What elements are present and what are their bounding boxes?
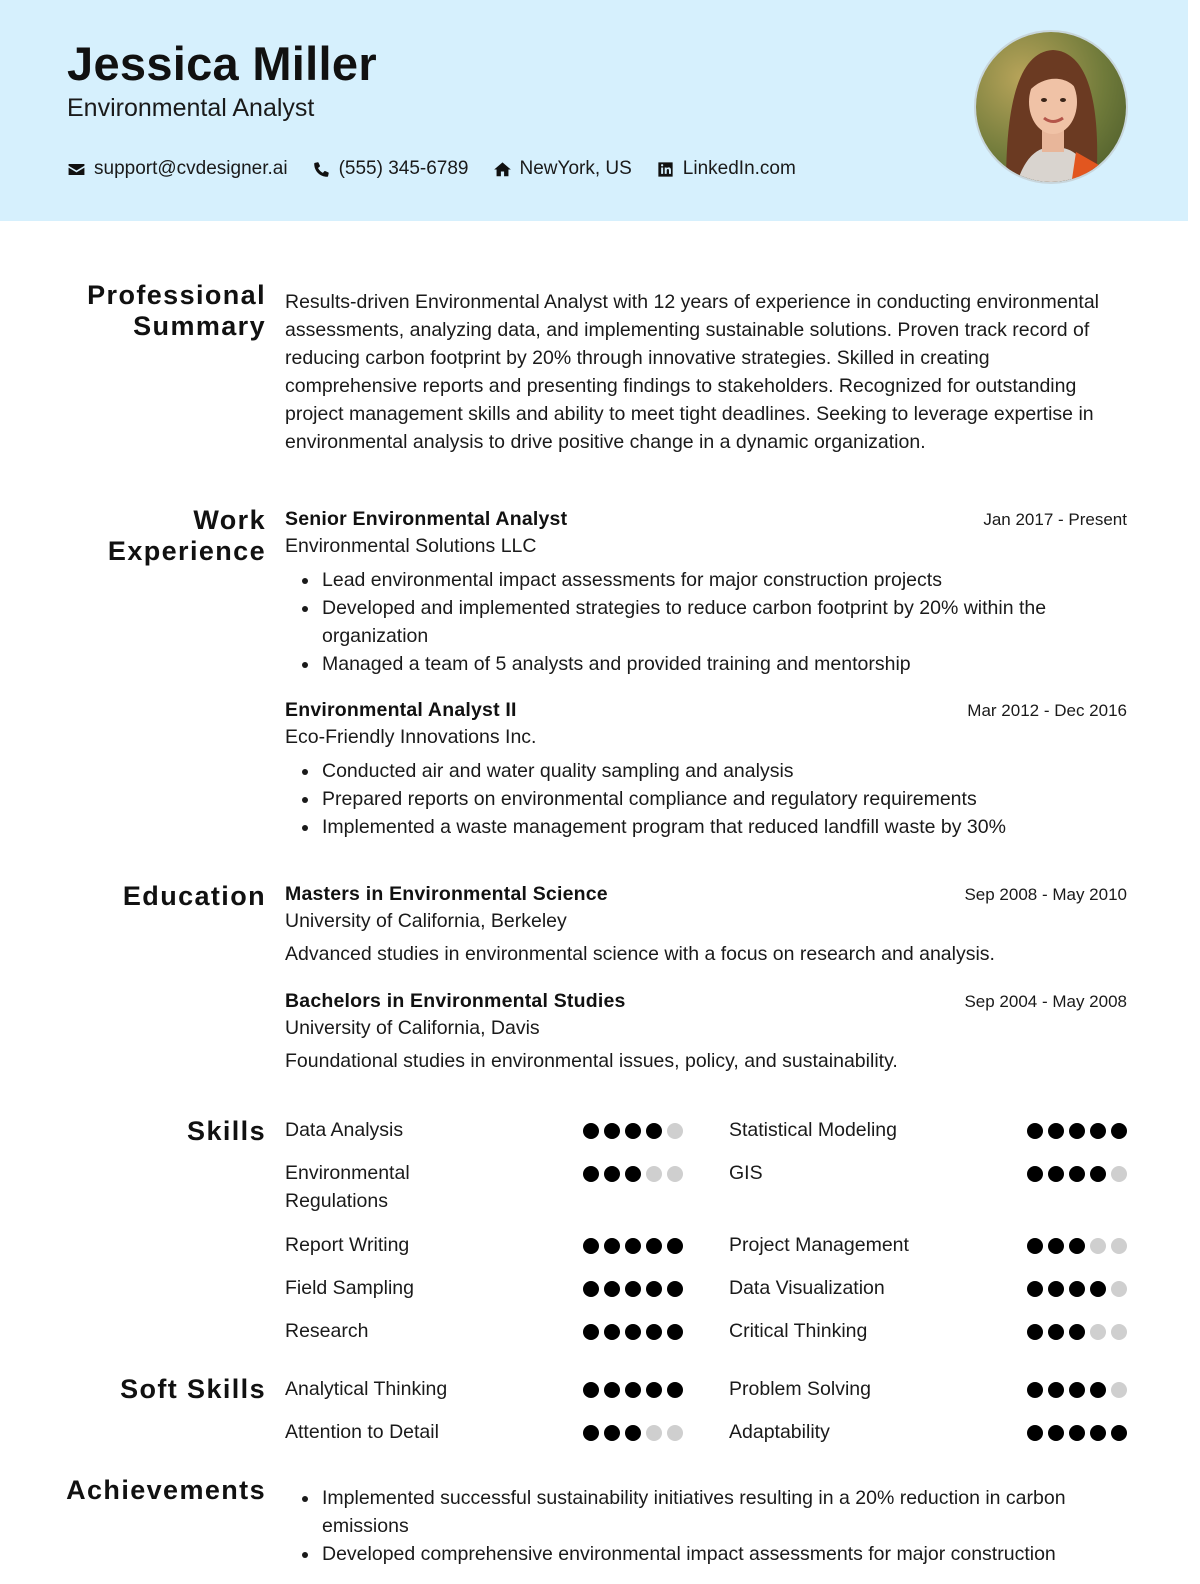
linkedin-text: LinkedIn.com	[682, 158, 796, 179]
contact-row	[67, 158, 820, 180]
candidate-title: Environmental Analyst	[67, 94, 315, 122]
list-item: Developed comprehensive environmental impact assessments for major construction	[285, 1540, 1127, 1568]
rating-dot-filled	[1069, 1425, 1085, 1441]
rating-dot-filled	[604, 1238, 620, 1254]
skill-rating	[1027, 1425, 1132, 1441]
job-bullets	[285, 757, 1127, 841]
rating-dot-filled	[1069, 1281, 1085, 1297]
rating-dot-empty	[1090, 1238, 1106, 1254]
education-description: Advanced studies in environmental science with a focus on research and analysis.	[285, 943, 995, 965]
rating-dot-filled	[625, 1281, 641, 1297]
rating-dot-empty	[667, 1425, 683, 1441]
skill-name: Data Visualization	[729, 1277, 885, 1299]
contact-linkedin[interactable]	[656, 158, 796, 180]
rating-dot-filled	[1090, 1166, 1106, 1182]
education-date: Sep 2008 - May 2010	[964, 885, 1127, 904]
rating-dot-empty	[1111, 1382, 1127, 1398]
section-title-work: Work Experience	[107, 505, 266, 566]
list-item: Prepared reports on environmental compliance and regulatory requirements	[285, 785, 1127, 813]
skill-rating	[583, 1238, 688, 1254]
education-description: Foundational studies in environmental issues, policy, and sustainability.	[285, 1050, 898, 1072]
section-title-education: Education	[122, 881, 266, 911]
rating-dot-filled	[1090, 1382, 1106, 1398]
contact-phone[interactable]	[312, 158, 469, 180]
rating-dot-filled	[1048, 1281, 1064, 1297]
skill-rating	[1027, 1382, 1132, 1398]
candidate-name: Jessica Miller	[67, 37, 377, 90]
profile-photo	[974, 30, 1128, 184]
skill-rating	[583, 1425, 688, 1441]
rating-dot-filled	[625, 1382, 641, 1398]
list-item: Implemented a waste management program that reduced landfill waste by 30%	[285, 813, 1127, 841]
rating-dot-filled	[667, 1324, 683, 1340]
job-date: Mar 2012 - Dec 2016	[967, 701, 1127, 720]
rating-dot-filled	[667, 1281, 683, 1297]
degree-title: Masters in Environmental Science	[285, 883, 608, 905]
skill-name: Data Analysis	[285, 1119, 404, 1141]
contact-location	[493, 158, 632, 180]
rating-dot-filled	[1048, 1123, 1064, 1139]
rating-dot-filled	[583, 1382, 599, 1398]
skill-rating	[583, 1123, 688, 1139]
skill-name: Attention to Detail	[285, 1421, 439, 1443]
job-date: Jan 2017 - Present	[983, 510, 1127, 529]
rating-dot-filled	[667, 1238, 683, 1254]
rating-dot-empty	[646, 1425, 662, 1441]
skill-rating	[1027, 1238, 1132, 1254]
summary-text: Results-driven Environmental Analyst with 12 years of experience in conducting environmental assessments, analyzing data, and implementing sustainable solutions. Proven track record of reducing carbon footprint by 20% through innovative strategies. Skilled in creating comprehensive reports and presenting findings to stakeholders. Recognized for outstanding project management skills and ability to meet tight deadlines. Seeking to leverage expertise in environmental analysis to drive positive change in a dynamic organization.	[285, 291, 1100, 453]
school-name: University of California, Davis	[285, 1017, 540, 1039]
rating-dot-filled	[646, 1238, 662, 1254]
rating-dot-filled	[1090, 1281, 1106, 1297]
home-icon	[493, 160, 512, 179]
rating-dot-empty	[1090, 1324, 1106, 1340]
rating-dot-filled	[1027, 1123, 1043, 1139]
achievements-list	[285, 1484, 1127, 1568]
rating-dot-filled	[604, 1123, 620, 1139]
rating-dot-filled	[1048, 1238, 1064, 1254]
rating-dot-filled	[646, 1123, 662, 1139]
degree-title: Bachelors in Environmental Studies	[285, 990, 626, 1012]
skill-name: Project Management	[729, 1234, 909, 1256]
section-title-soft-skills: Soft Skills	[120, 1374, 266, 1404]
header-banner	[0, 0, 1188, 221]
contact-email[interactable]	[67, 158, 288, 180]
rating-dot-empty	[667, 1123, 683, 1139]
education-date: Sep 2004 - May 2008	[964, 992, 1127, 1011]
rating-dot-empty	[1111, 1281, 1127, 1297]
skill-rating	[583, 1166, 688, 1182]
rating-dot-filled	[583, 1324, 599, 1340]
rating-dot-filled	[583, 1166, 599, 1182]
rating-dot-filled	[1090, 1123, 1106, 1139]
section-title-achievements: Achievements	[66, 1475, 266, 1505]
job-title: Senior Environmental Analyst	[285, 508, 568, 530]
school-name: University of California, Berkeley	[285, 910, 567, 932]
skill-name: Environmental Regulations	[285, 1162, 410, 1212]
rating-dot-filled	[625, 1238, 641, 1254]
phone-text: (555) 345-6789	[338, 158, 469, 179]
rating-dot-filled	[1069, 1382, 1085, 1398]
rating-dot-filled	[604, 1382, 620, 1398]
rating-dot-empty	[667, 1166, 683, 1182]
list-item: Managed a team of 5 analysts and provided training and mentorship	[285, 650, 1127, 678]
job-company: Environmental Solutions LLC	[285, 535, 537, 557]
skill-rating	[1027, 1281, 1132, 1297]
rating-dot-empty	[1111, 1166, 1127, 1182]
rating-dot-filled	[583, 1425, 599, 1441]
rating-dot-filled	[1048, 1166, 1064, 1182]
list-item: Conducted air and water quality sampling and analysis	[285, 757, 1127, 785]
skill-rating	[583, 1281, 688, 1297]
rating-dot-filled	[625, 1166, 641, 1182]
skill-rating	[583, 1382, 688, 1398]
rating-dot-filled	[604, 1324, 620, 1340]
job-bullets	[285, 566, 1127, 678]
skill-name: Field Sampling	[285, 1277, 414, 1299]
rating-dot-filled	[1069, 1123, 1085, 1139]
rating-dot-filled	[1048, 1324, 1064, 1340]
skill-name: Adaptability	[729, 1421, 830, 1443]
job-entry	[285, 508, 1127, 678]
rating-dot-filled	[1027, 1238, 1043, 1254]
skill-name: Critical Thinking	[729, 1320, 868, 1342]
job-entry	[285, 699, 1127, 841]
skill-name: Report Writing	[285, 1234, 410, 1256]
rating-dot-filled	[1111, 1425, 1127, 1441]
rating-dot-filled	[1069, 1324, 1085, 1340]
skill-name: Analytical Thinking	[285, 1378, 448, 1400]
phone-icon	[312, 160, 331, 179]
rating-dot-filled	[1069, 1166, 1085, 1182]
rating-dot-filled	[1027, 1425, 1043, 1441]
rating-dot-filled	[583, 1281, 599, 1297]
section-title-summary: Professional Summary	[87, 280, 266, 341]
rating-dot-filled	[604, 1281, 620, 1297]
education-entry	[285, 990, 1127, 1073]
location-text: NewYork, US	[519, 158, 632, 179]
rating-dot-filled	[1069, 1238, 1085, 1254]
email-text: support@cvdesigner.ai	[94, 158, 288, 179]
education-entry	[285, 883, 1127, 966]
rating-dot-filled	[1111, 1123, 1127, 1139]
rating-dot-filled	[646, 1324, 662, 1340]
rating-dot-filled	[1090, 1425, 1106, 1441]
linkedin-icon	[656, 160, 675, 179]
rating-dot-filled	[625, 1425, 641, 1441]
skill-name: Research	[285, 1320, 369, 1342]
rating-dot-filled	[1027, 1166, 1043, 1182]
skill-name: Problem Solving	[729, 1378, 871, 1400]
rating-dot-empty	[646, 1166, 662, 1182]
rating-dot-filled	[604, 1425, 620, 1441]
rating-dot-filled	[625, 1324, 641, 1340]
job-title: Environmental Analyst II	[285, 699, 517, 721]
rating-dot-filled	[646, 1281, 662, 1297]
rating-dot-filled	[583, 1238, 599, 1254]
section-title-skills: Skills	[187, 1116, 266, 1146]
rating-dot-empty	[1111, 1238, 1127, 1254]
list-item: Lead environmental impact assessments for major construction projects	[285, 566, 1127, 594]
rating-dot-filled	[625, 1123, 641, 1139]
rating-dot-filled	[1027, 1281, 1043, 1297]
rating-dot-filled	[604, 1166, 620, 1182]
list-item: Implemented successful sustainability initiatives resulting in a 20% reduction in carbon emissions	[285, 1484, 1127, 1540]
skill-rating	[1027, 1123, 1132, 1139]
skill-name: GIS	[729, 1162, 763, 1184]
skill-rating	[1027, 1324, 1132, 1340]
rating-dot-filled	[1048, 1382, 1064, 1398]
rating-dot-filled	[1048, 1425, 1064, 1441]
list-item: Developed and implemented strategies to reduce carbon footprint by 20% within the organization	[285, 594, 1127, 650]
skill-name: Statistical Modeling	[729, 1119, 897, 1141]
rating-dot-filled	[646, 1382, 662, 1398]
rating-dot-filled	[667, 1382, 683, 1398]
rating-dot-filled	[1027, 1382, 1043, 1398]
rating-dot-filled	[583, 1123, 599, 1139]
rating-dot-empty	[1111, 1324, 1127, 1340]
skill-rating	[1027, 1166, 1132, 1182]
skill-rating	[583, 1324, 688, 1340]
envelope-icon	[67, 160, 86, 179]
rating-dot-filled	[1027, 1324, 1043, 1340]
job-company: Eco-Friendly Innovations Inc.	[285, 726, 537, 748]
